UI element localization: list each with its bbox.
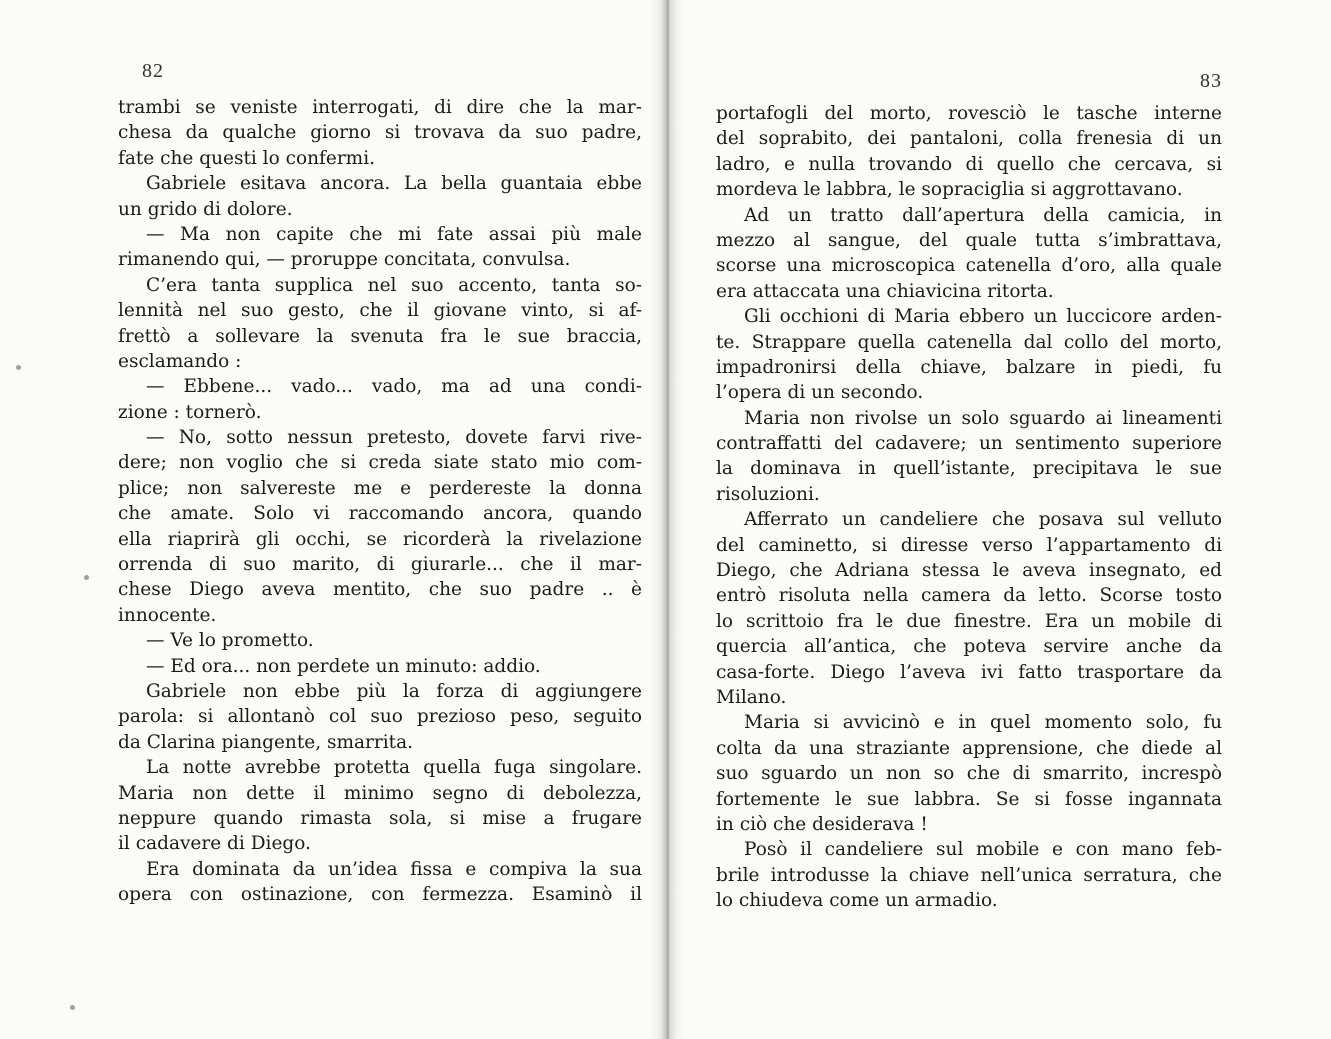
text-line: La notte avrebbe protetta quella fuga singolare.	[146, 757, 642, 779]
text-line: risoluzioni.	[716, 483, 820, 505]
text-line: mordeva le labbra, le sopraciglia si aggrottavano.	[716, 179, 1183, 201]
text-line: esclamando :	[118, 350, 242, 372]
text-line: trambi se veniste interrogati, di dire che la mar-	[118, 97, 642, 118]
text-line: mezzo al sangue, del quale tutta s’imbrattava,	[716, 229, 1222, 251]
text-line: brile introdusse la chiave nell’unica serratura, che	[716, 864, 1222, 886]
right-page-number: 83	[1200, 70, 1222, 92]
text-line: che amate. Solo vi raccomando ancora, quando	[118, 503, 642, 525]
text-line: orrenda di suo marito, di giurarle... che il mar-	[118, 554, 642, 576]
left-page-text	[118, 95, 642, 908]
right-page-text	[716, 101, 1222, 914]
text-line: — Ve lo prometto.	[146, 630, 314, 652]
ink-speck	[84, 575, 89, 580]
text-line: — Ma non capite che mi fate assai più male	[146, 223, 642, 245]
text-line: frettò a sollevare la svenuta fra le sue braccia,	[118, 325, 642, 347]
text-line: suo sguardo un non so che di smarrito, increspò	[716, 763, 1222, 785]
text-line: innocente.	[118, 604, 217, 626]
text-line: Era dominata da un’idea fissa e compiva la sua	[146, 858, 642, 880]
text-line: dere; non voglio che si creda siate stato mio com-	[118, 452, 642, 474]
text-line: era attaccata una chiavicina ritorta.	[716, 280, 1054, 302]
text-line: rimanendo qui, — proruppe concitata, convulsa.	[118, 249, 571, 271]
text-line: Gabriele esitava ancora. La bella guantaia ebbe	[146, 173, 642, 195]
text-line: — No, sotto nessun pretesto, dovete farvi rive-	[146, 427, 642, 449]
text-line: del soprabito, dei pantaloni, colla frenesia di un	[716, 128, 1222, 150]
text-line: portafogli del morto, rovesciò le tasche interne	[716, 103, 1222, 124]
text-line: fate che questi lo confermi.	[118, 147, 376, 169]
text-line: in ciò che desiderava !	[716, 813, 928, 835]
ink-speck	[70, 1005, 75, 1010]
text-line: il cadavere di Diego.	[118, 833, 311, 855]
text-line: Gli occhioni di Maria ebbero un luccicore arden-	[744, 306, 1222, 328]
text-line: l’opera di un secondo.	[716, 382, 924, 404]
left-page-number: 82	[142, 60, 164, 82]
text-line: Maria si avvicinò e in quel momento solo, fu	[744, 712, 1222, 734]
text-line: la dominava in quell’istante, precipitava le sue	[716, 458, 1222, 480]
text-line: casa-forte. Diego l’aveva ivi fatto trasportare da	[716, 661, 1222, 683]
text-line: Afferrato un candeliere che posava sul velluto	[744, 509, 1222, 531]
text-line: entrò risoluta nella camera da letto. Scorse tosto	[716, 585, 1222, 607]
text-line: plice; non salvereste me e perdereste la donna	[118, 477, 642, 499]
text-line: lo scrittoio fra le due finestre. Era un mobile di	[716, 610, 1222, 632]
text-line: ladro, e nulla trovando di quello che cercava, si	[716, 153, 1222, 175]
text-line: del caminetto, si diresse verso l’appartamento di	[716, 534, 1222, 556]
text-line: opera con ostinazione, con fermezza. Esaminò il	[118, 884, 642, 906]
text-line: Maria non rivolse un solo sguardo ai lineamenti	[744, 407, 1222, 429]
right-page	[716, 0, 1222, 1039]
text-line: fortemente le sue labbra. Se si fosse ingannata	[716, 788, 1222, 810]
text-line: contraffatti del cadavere; un sentimento superiore	[716, 433, 1222, 455]
text-line: parola: si allontanò col suo prezioso peso, seguito	[118, 706, 642, 728]
book-gutter	[650, 0, 684, 1039]
text-line: zione : tornerò.	[118, 401, 262, 423]
text-line: Ad un tratto dall’apertura della camicia, in	[744, 204, 1222, 226]
text-line: un grido di dolore.	[118, 198, 293, 220]
left-page	[110, 0, 642, 1039]
text-line: quercia all’antica, che poteva servire anche da	[716, 636, 1222, 658]
text-line: Gabriele non ebbe più la forza di aggiungere	[146, 680, 642, 702]
text-line: impadronirsi della chiave, balzare in piedi, fu	[716, 356, 1222, 378]
text-line: colta da una straziante apprensione, che diede al	[716, 737, 1222, 759]
text-line: da Clarina piangente, smarrita.	[118, 731, 414, 753]
text-line: Milano.	[716, 686, 787, 708]
ink-speck	[16, 365, 21, 370]
text-line: Posò il candeliere sul mobile e con mano feb-	[744, 839, 1222, 861]
text-line: chese Diego aveva mentito, che suo padre .. è	[118, 579, 642, 601]
text-line: lo chiudeva come un armadio.	[716, 890, 998, 912]
text-line: lennità nel suo gesto, che il giovane vinto, si af-	[118, 300, 642, 322]
text-line: scorse una microscopica catenella d’oro, alla quale	[716, 255, 1222, 277]
text-line: neppure quando rimasta sola, si mise a frugare	[118, 807, 642, 829]
text-line: Maria non dette il minimo segno di debolezza,	[118, 782, 642, 804]
text-line: C’era tanta supplica nel suo accento, tanta so-	[146, 274, 642, 296]
text-line: — Ebbene... vado... vado, ma ad una condi-	[146, 376, 642, 398]
text-line: chesa da qualche giorno si trovava da suo padre,	[118, 122, 642, 144]
text-line: — Ed ora... non perdete un minuto: addio.	[146, 655, 541, 677]
text-line: Diego, che Adriana stessa le aveva insegnato, ed	[716, 560, 1222, 582]
text-line: ella riaprirà gli occhi, se ricorderà la rivelazione	[118, 528, 642, 550]
text-line: te. Strappare quella catenella dal collo del morto,	[716, 331, 1222, 353]
